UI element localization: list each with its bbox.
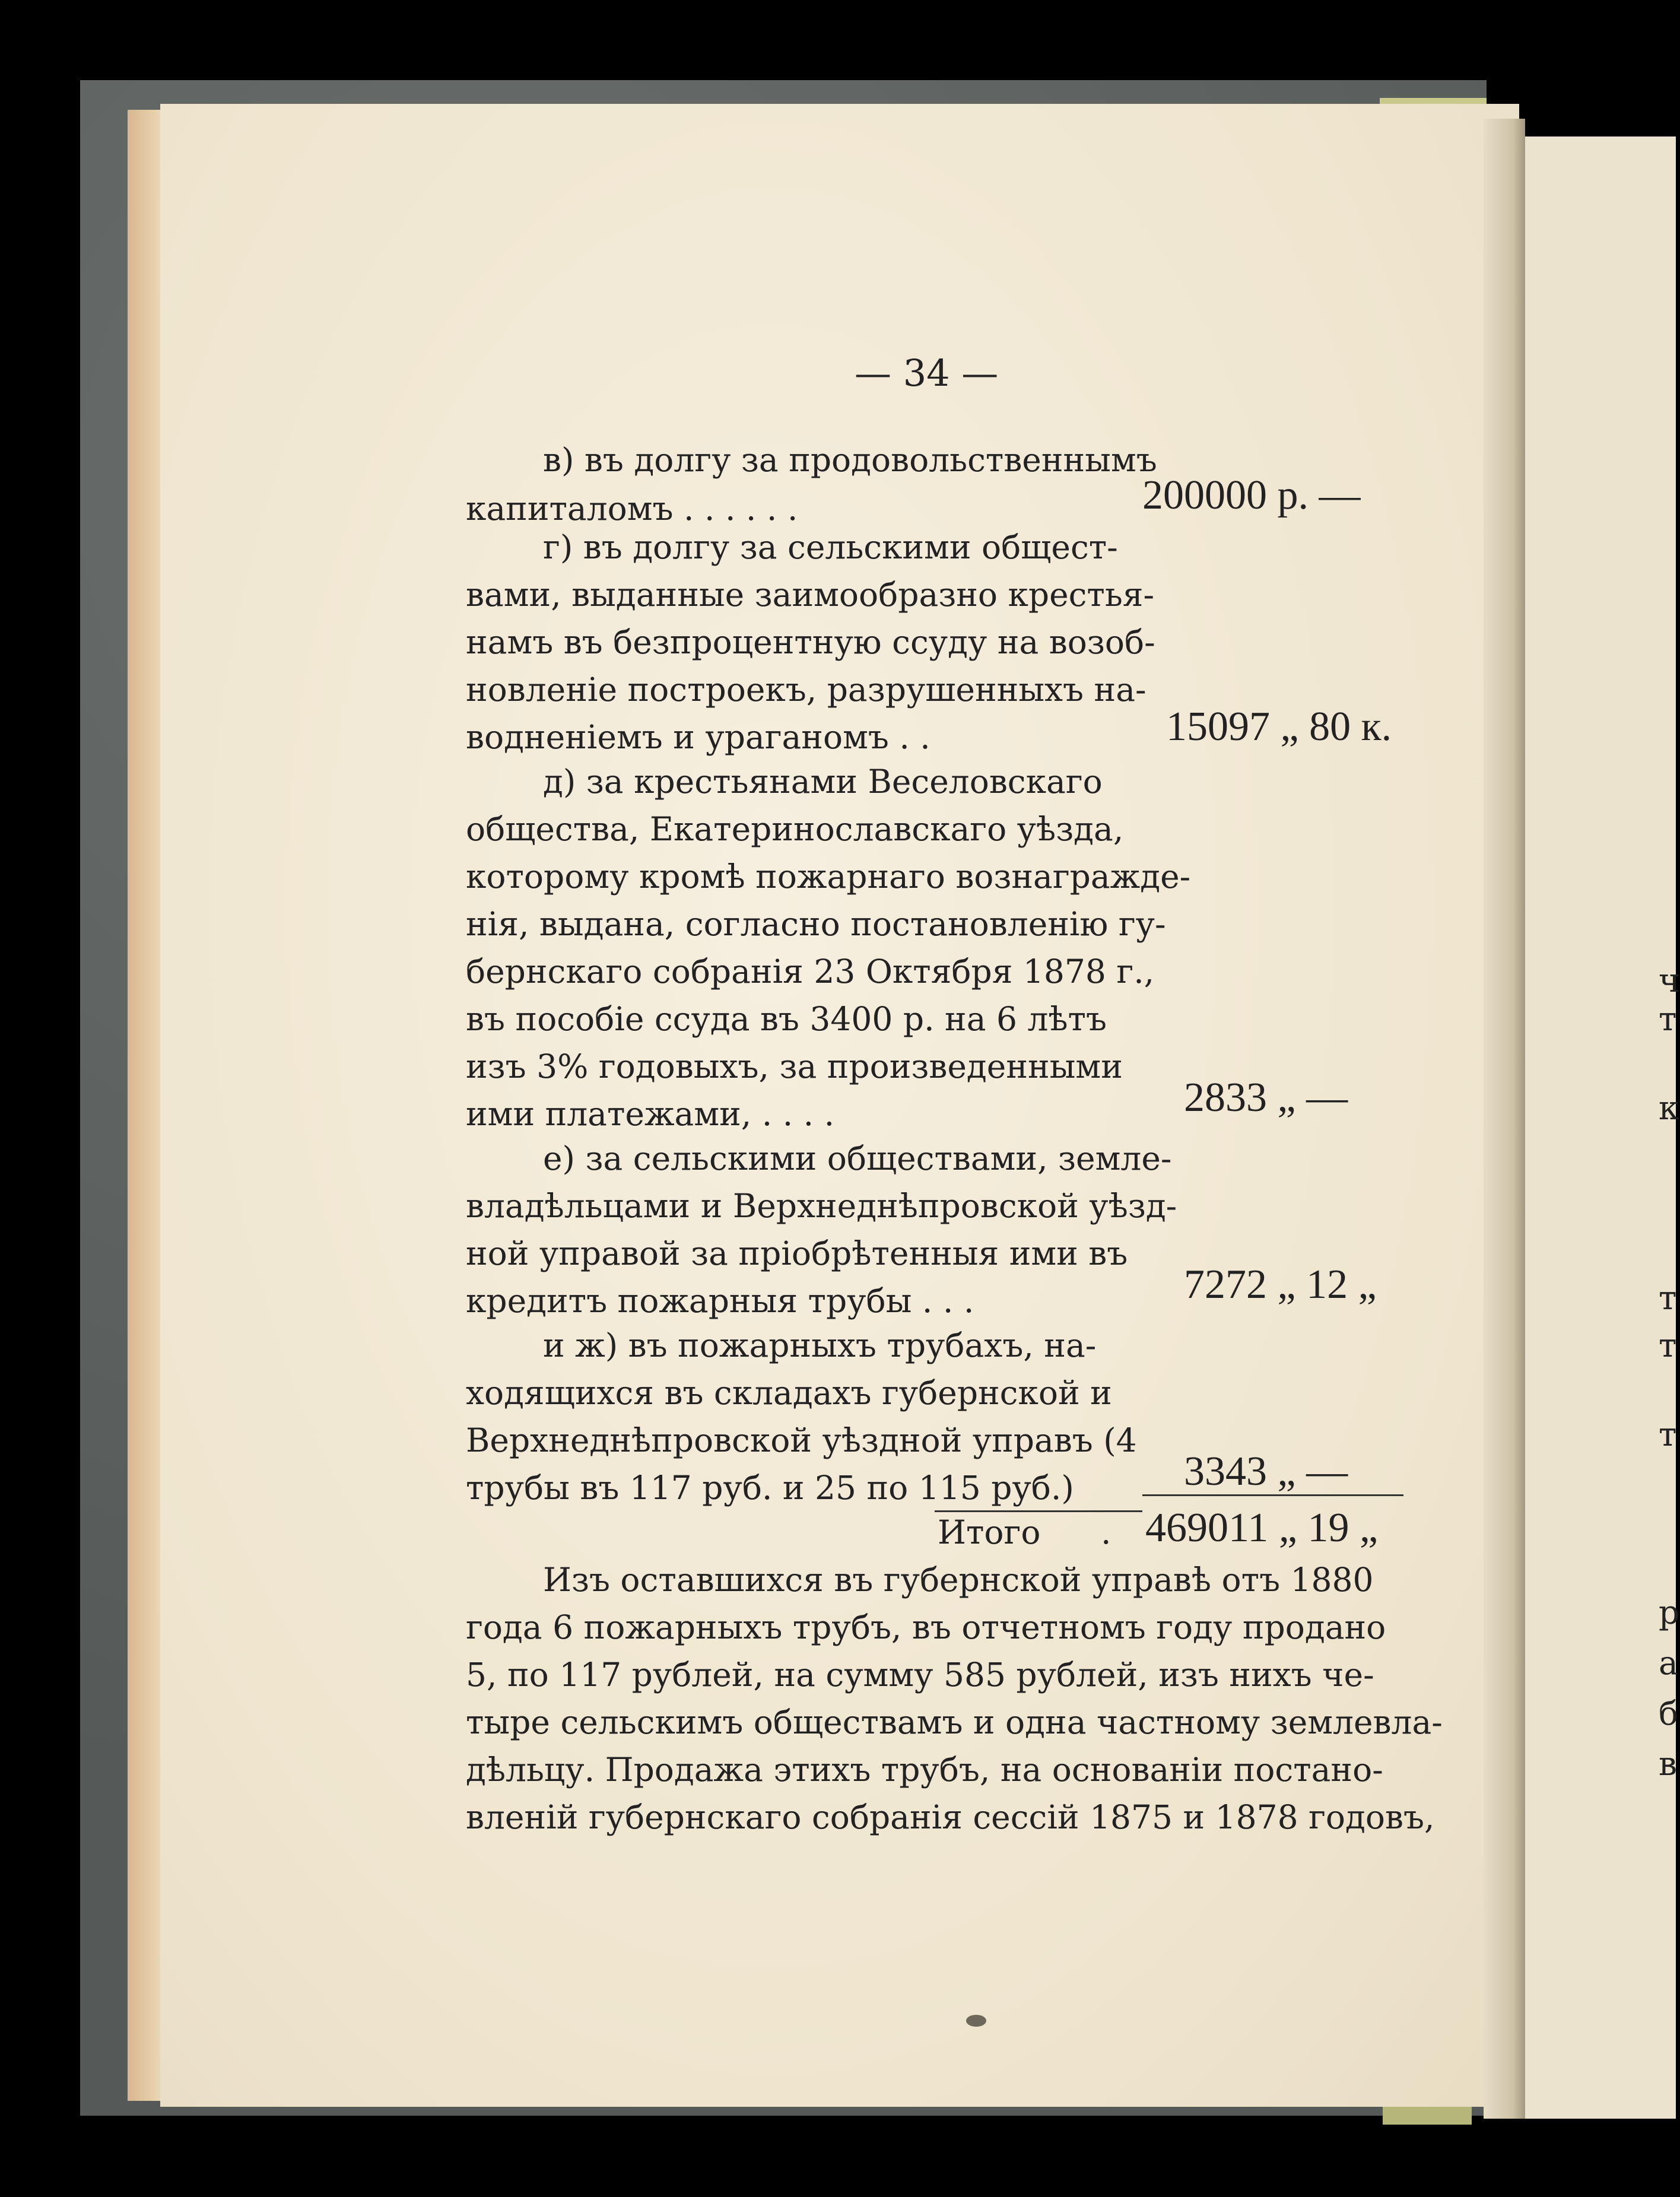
entry-line: владѣльцами и Верхнеднѣпровской уѣзд- [466, 1187, 1177, 1225]
entry-line: изъ 3% годовыхъ, за произведенными [466, 1047, 1123, 1085]
entry-line: намъ въ безпроцентную ссуду на возоб- [466, 623, 1155, 661]
entry-line: и ж) въ пожарныхъ трубахъ, на- [543, 1326, 1097, 1364]
facing-page-letter: в [1659, 1745, 1677, 1783]
printer-ornament [966, 2015, 986, 2027]
entry-line: ной управой за пріобрѣтенныя ими въ [466, 1234, 1128, 1272]
facing-page-letter: а [1659, 1644, 1678, 1682]
total-amount: 469011 „ 19 „ [1145, 1505, 1379, 1551]
entry-line: капиталомъ . . . . . . [466, 490, 798, 528]
facing-page-letter: т [1659, 1415, 1677, 1453]
entry-line: которому кромѣ пожарнаго вознагражде- [466, 858, 1191, 896]
entry-line: кредитъ пожарныя трубы . . . [466, 1282, 974, 1320]
entry-line: д) за крестьянами Веселовскаго [543, 763, 1103, 801]
facing-page-letter: б [1659, 1694, 1679, 1732]
facing-page-letter: ч [1659, 961, 1680, 999]
entry-amount: 15097 „ 80 к. [1166, 704, 1392, 750]
sum-rule [935, 1510, 1142, 1512]
entry-line: бернскаго собранія 23 Октября 1878 г., [466, 953, 1155, 990]
entry-line: трубы въ 117 руб. и 25 по 115 руб.) [466, 1469, 1074, 1507]
total-leader: . [1101, 1513, 1111, 1551]
entry-line: новленіе построекъ, разрушенныхъ на- [466, 671, 1147, 709]
entry-line: е) за сельскими обществами, земле- [543, 1139, 1172, 1177]
total-label: Итого [938, 1513, 1041, 1551]
paragraph-line: года 6 пожарныхъ трубъ, въ отчетномъ году продано [466, 1608, 1386, 1646]
sum-rule [1142, 1494, 1403, 1496]
paragraph-line: вленій губернскаго собранія сессій 1875 и 1878 годовъ, [466, 1798, 1435, 1836]
facing-page-letter: т [1659, 1326, 1677, 1364]
page-number: — 34 — [855, 351, 999, 395]
page-gutter [1484, 119, 1525, 2119]
entry-line: в) въ долгу за продовольственнымъ [543, 441, 1157, 479]
entry-amount: 2833 „ — [1184, 1075, 1348, 1120]
entry-line: водненіемъ и ураганомъ . . [466, 718, 930, 756]
facing-page [1522, 136, 1679, 2119]
paragraph-line: Изъ оставшихся въ губернской управѣ отъ 1880 [543, 1561, 1374, 1599]
paragraph-line: тыре сельскимъ обществамъ и одна частному землевла- [466, 1703, 1443, 1741]
entry-line: Верхнеднѣпровской уѣздной управъ (4 [466, 1421, 1137, 1459]
entry-line: общества, Екатеринославскаго уѣзда, [466, 810, 1124, 848]
entry-amount: 7272 „ 12 „ [1184, 1262, 1377, 1307]
paragraph-line: дѣльцу. Продажа этихъ трубъ, на основаніи постано- [466, 1751, 1383, 1789]
entry-line: въ пособіе ссуда въ 3400 р. на 6 лѣтъ [466, 1000, 1107, 1038]
entry-line: нія, выдана, согласно постановленію гу- [466, 905, 1166, 943]
facing-page-letter: т [1659, 1279, 1677, 1317]
paragraph-line: 5, по 117 рублей, на сумму 585 рублей, изъ нихъ че- [466, 1656, 1374, 1694]
entry-line: г) въ долгу за сельскими общест- [543, 528, 1118, 566]
entry-amount: 3343 „ — [1184, 1449, 1348, 1494]
entry-line: ими платежами, . . . . [466, 1095, 835, 1133]
entry-line: ходящихся въ складахъ губернской и [466, 1374, 1112, 1412]
facing-page-letter: к [1659, 1089, 1679, 1127]
entry-line: вами, выданные заимообразно крестья- [466, 576, 1155, 614]
facing-page-letter: р [1659, 1593, 1680, 1631]
facing-page-letter: т [1659, 1000, 1677, 1038]
entry-amount: 200000 р. — [1142, 472, 1361, 518]
